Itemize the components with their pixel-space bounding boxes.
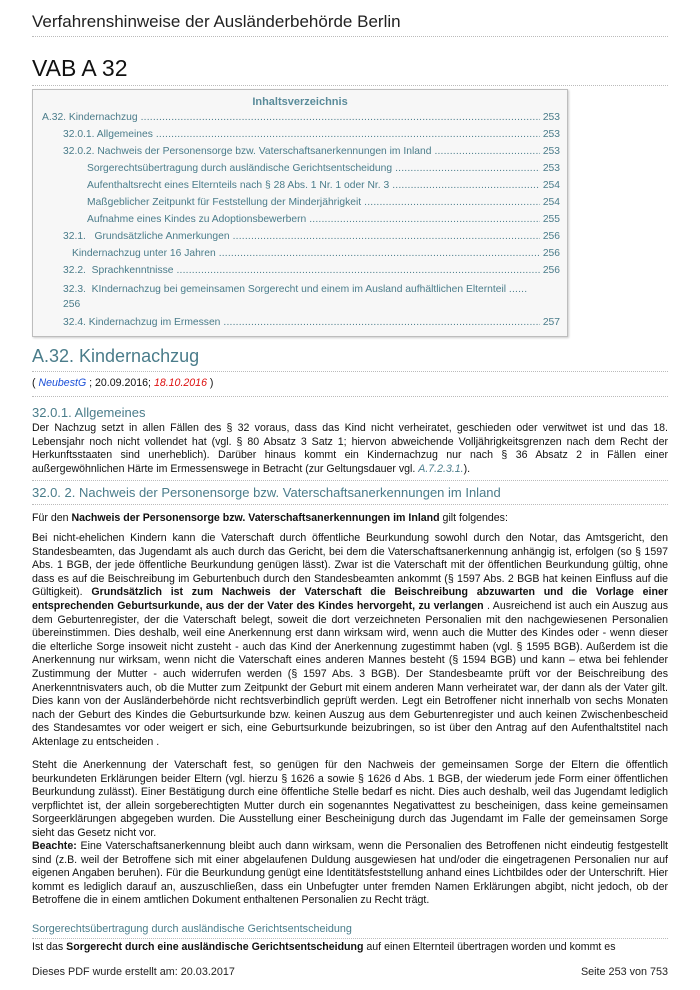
toc-item-label[interactable]: 32.2. Sprachkenntnisse — [63, 265, 174, 276]
toc-item-page: 254 — [542, 180, 560, 191]
paragraph-allgemeines: Der Nachzug setzt in allen Fällen des § 32 voraus, dass das Kind nicht verheiratet, geschieden oder verwitwet ist und das 18. Lebensjahr noch nicht vollendet hat (vgl. § 80 Absatz 3 Satz 1; hiervon abweichende Volljährigkeitsgrenzen nach dem Recht der Herkunftsstaaten sind unerheblich). Darüber hinaus kommt ein Kindernachzug nur nach § 36 Absatz 2 in Fällen einer außergewöhnlichen Härte im Ermessenswege in Betracht (zur Geltungsdauer vgl. A.7.2.3.1.). — [32, 422, 668, 475]
table-of-contents — [32, 89, 568, 337]
subsection-divider — [32, 938, 668, 939]
paragraph-vaterschaft: Bei nicht-ehelichen Kindern kann die Vaterschaft durch öffentliche Beurkundung sowohl durch den Notar, das Amtsgericht, den Standesbeamten, das Jugendamt als auch durch das Gericht, bei dem die Vaterschaftsanerkennung anhängig ist, erfolgen (so § 1597 Abs. 1 BGB, der jede öffentliche Beurkundung genügen lässt). Zwar ist die Vaterschaft mit der öffentlichen Beurkundung gültig, ohne dass es auf die Beischreibung im Geburtenbuch durch den Standesbeamten ankommt (§ 1597 Abs. 2 BGB hat keinen Einfluss auf die Gültigkeit). Grundsätzlich ist zum Nachweis der Vaterschaft die Beischreibung abzuwarten und die Vorlage einer entsprechenden Geburtsurkunde, aus der der Vater des Kindes hervorgeht, zu verlangen . Ausreichend ist auch ein Auszug aus dem Geburtenregister, der die Vaterschaft belegt, soweit die dort verzeichneten Personalien mit den nachgewiesenen Personalien übereinstimmen. Dies deshalb, weil eine Anerkennung erst dann wirksam wird, wenn auch die Mutter des Kindes oder - wenn dieser die elterliche Sorge insoweit nicht zusteht - auch das Kind der Anerkennung zugestimmt haben (vgl. § 1595 BGB). Außerdem ist die Anerkennung nur wirksam, wenn nicht die Vaterschaft eines anderen Mannes besteht (§ 1594 BGB) und kann – etwa bei fehlender Zustimmung der Mutter - auch widerrufen werden (§ 1597 Abs. 3 BGB). Der Standesbeamte prüft vor der Beischreibung des Anerkenntnisvaters auch, ob die Mutter zum Zeitpunkt der Geburt mit einem anderen Mann verheiratet war, der dann als der Vater gilt. Dies kann von der Ausländerbehörde nicht rechtsverbindlich geprüft werden. Legt ein Betroffener nicht innerhalb von sechs Monaten nach der Geburt des Kindes die Geburtsurkunde bzw. keinen Auszug aus dem Geburtenregister und auch keinen Zwischenbescheid des Standesamtes vor oder weigert er sich, eine Geburtsurkunde beizubringen, so ist über den Antrag auf den Aufenthaltstitel nach Aktenlage zu entscheiden . — [32, 532, 669, 748]
toc-item[interactable] — [63, 146, 560, 157]
toc-item-page: 255 — [542, 214, 560, 225]
paragraph-intro: Für den Nachweis der Personensorge bzw. Vaterschaftsanerkennungen im Inland gilt folgendes: — [32, 512, 508, 524]
subsection-title-sorgerecht: Sorgerechtsübertragung durch ausländische Gerichtsentscheidung — [32, 923, 352, 935]
toc-item[interactable] — [63, 317, 560, 328]
update-date: 18.10.2016 — [153, 377, 207, 389]
title-divider — [32, 85, 668, 86]
paragraph-sorge: Steht die Anerkennung der Vaterschaft fest, so genügen für den Nachweis der gemeinsamen Sorge der Eltern die öffentlich beurkundeten Erklärungen beider Eltern (vgl. hierzu § 1626 a sowie § 1626 d Abs. 1 BGB, der wiederum jede Form einer öffentlichen Beurkundung zulässt). Einer Bestätigung durch eine öffentliche Stelle bedarf es nicht. Dies auch deshalb, weil das Jugendamt lediglich verpflichtet ist, der allein sorgeberechtigten Mutter durch ein sogenanntes Negativattest zu bescheinigen, dass keine gemeinsamen Sorgeerklärungen abgegeben wurden. Die Ausstellung einer Bescheinigung durch das Jugendamt im Falle der gemeinsamen Sorge sieht das Gesetz nicht vor. — [32, 759, 668, 839]
subsection-divider — [32, 480, 668, 481]
running-header: Verfahrenshinweise der Ausländerbehörde Berlin — [32, 12, 401, 31]
toc-item-page: 256 — [542, 265, 560, 276]
subsection-title-allgemeines: 32.0.1. Allgemeines — [32, 405, 146, 420]
toc-item-label[interactable]: 32.3. KIndernachzug bei gemeinsamen Sorgerecht und einem im Ausland aufhältlichen Elternteil — [63, 284, 507, 295]
reference-link[interactable]: A.7.2.3.1. — [418, 462, 464, 475]
toc-item-label[interactable]: 32.4. Kindernachzug im Ermessen — [63, 317, 221, 328]
toc-item[interactable] — [63, 129, 560, 140]
document-title: VAB A 32 — [32, 55, 128, 81]
footer-created: Dieses PDF wurde erstellt am: 20.03.2017 — [32, 966, 235, 978]
toc-item-label[interactable]: Aufnahme eines Kindes zu Adoptionsbewerbern — [87, 214, 307, 225]
toc-item[interactable] — [87, 214, 560, 225]
toc-item[interactable] — [63, 231, 560, 242]
toc-item[interactable]: 32.3. KIndernachzug bei gemeinsamen Sorgerecht und einem im Ausland aufhältlichen Elternteil ...... 256 — [63, 284, 528, 310]
toc-item-page: 253 — [542, 112, 560, 123]
meta-divider — [32, 396, 668, 397]
toc-item-label[interactable]: 32.0.1. Allgemeines — [63, 129, 153, 140]
toc-item-label[interactable]: Maßgeblicher Zeitpunkt für Feststellung der Minderjährigkeit — [87, 197, 362, 208]
toc-item[interactable] — [42, 112, 560, 123]
toc-item-label[interactable]: Aufenthaltsrecht eines Elternteils nach § 28 Abs. 1 Nr. 1 oder Nr. 3 — [87, 180, 390, 191]
footer-page-number: Seite 253 von 753 — [580, 966, 668, 978]
toc-item[interactable] — [87, 197, 560, 208]
toc-item-page: 254 — [542, 197, 560, 208]
paragraph-beachte: Beachte: Eine Vaterschaftsanerkennung bleibt auch dann wirksam, wenn die Personalien des Betroffenen nicht eindeutig festgestellt sind (z.B. weil der Betroffene sich mit einer abgelaufenen Duldung ausgewiesen hat und/oder die eingetragenen Personalien nur auf eigenen Angaben beruhen). Für die Beurkundung genügt eine Identitätsfeststellung anhand eines Lichtbildes oder der Unterschrift. Hier kommt es lediglich darauf an, auszuschließen, dass ein Unbefugter unter fremden Namen Erklärungen abgibt, nicht jedoch, ob der Betroffene die in einem amtlichen Dokument enthaltenen Personalien zu Recht trägt. — [32, 840, 668, 907]
section-divider — [32, 371, 668, 372]
toc-item[interactable] — [87, 163, 560, 174]
section-title: A.32. Kindernachzug — [32, 346, 200, 366]
section-meta: ( NeubestG ; 20.09.2016; 18.10.2016 ) — [32, 377, 214, 389]
toc-heading: Inhaltsverzeichnis — [252, 96, 348, 108]
toc-item-page: 256 — [542, 231, 560, 242]
toc-item-label[interactable]: A.32. Kindernachzug — [42, 112, 138, 123]
toc-item-label[interactable]: 32.1. Grundsätzliche Anmerkungen — [63, 231, 230, 242]
toc-item-page: 257 — [542, 317, 560, 328]
toc-item-label[interactable]: 32.0.2. Nachweis der Personensorge bzw. Vaterschaftsanerkennungen im Inland — [63, 146, 432, 157]
paragraph-sorgerecht: Ist das Sorgerecht durch eine ausländische Gerichtsentscheidung auf einen Elternteil übertragen worden und kommt es — [32, 941, 616, 953]
neubestg-link[interactable]: NeubestG — [38, 377, 87, 389]
toc-item[interactable] — [63, 265, 560, 276]
toc-item-page: 253 — [542, 146, 560, 157]
toc-item[interactable] — [72, 248, 560, 259]
toc-item[interactable] — [87, 180, 560, 191]
toc-item-label[interactable]: Sorgerechtsübertragung durch ausländische Gerichtsentscheidung — [87, 163, 393, 174]
toc-item-page: 253 — [542, 129, 560, 140]
toc-item-page: 253 — [542, 163, 560, 174]
toc-item-page: 256 — [542, 248, 560, 259]
toc-item-label[interactable]: Kindernachzug unter 16 Jahren — [72, 248, 216, 259]
toc-item-page: 256 — [63, 299, 81, 310]
subsection-divider — [32, 504, 668, 505]
header-divider — [32, 36, 668, 37]
subsection-title-nachweis: 32.0. 2. Nachweis der Personensorge bzw. Vaterschaftsanerkennungen im Inland — [32, 485, 501, 500]
